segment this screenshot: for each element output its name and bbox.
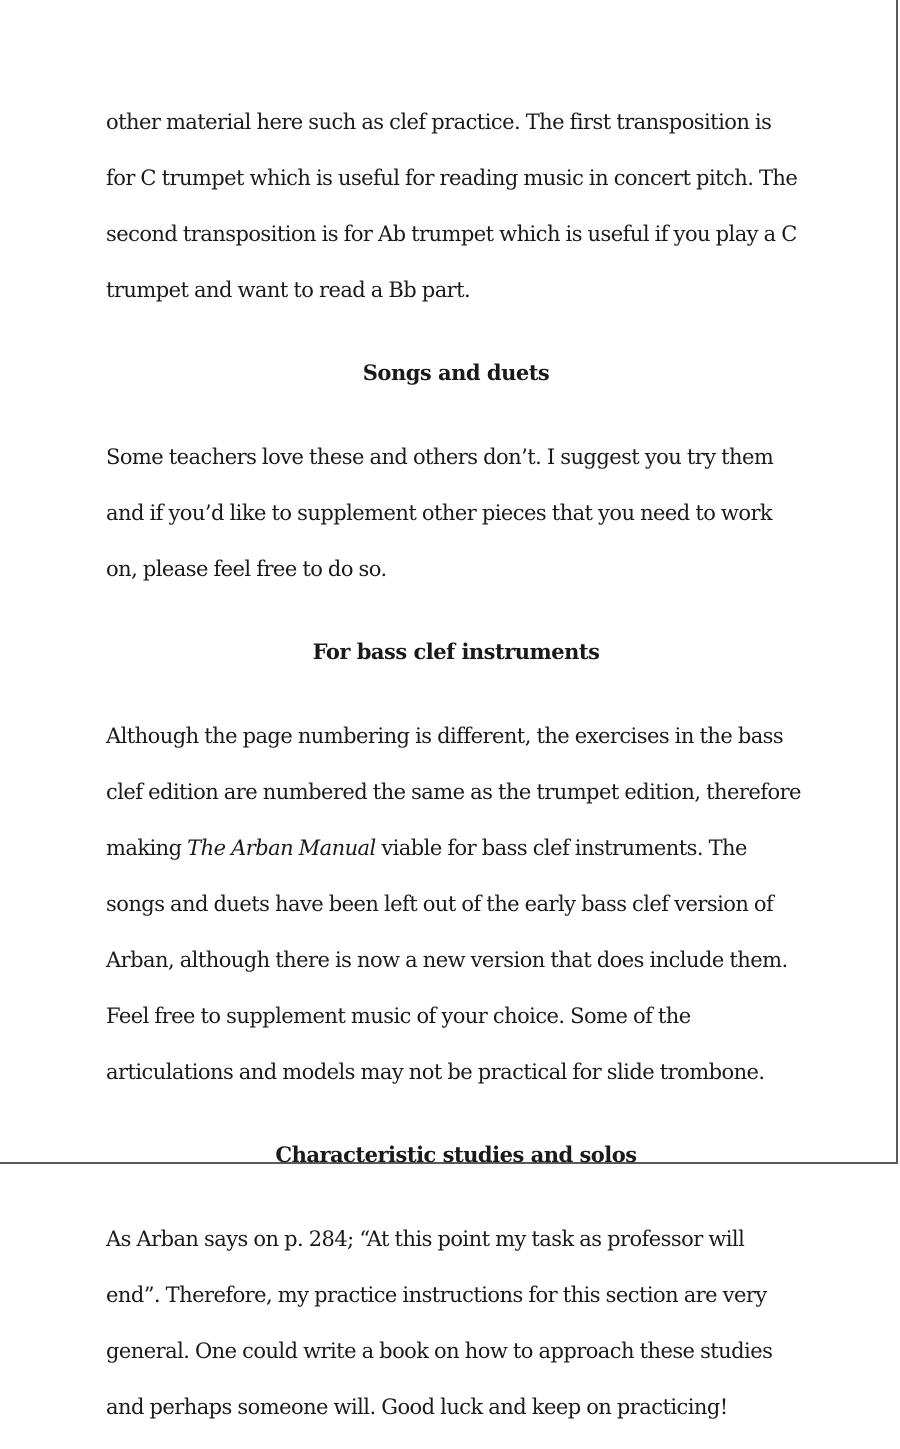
text-line: for C trumpet which is useful for reading music in concert pitch. The [106,166,798,190]
characteristic-studies-paragraph [106,1197,806,1449]
text-line: Although the page numbering is different, the exercises in the bass [106,724,784,748]
text-line: songs and duets have been left out of the early bass clef version of [106,892,774,916]
bass-clef-paragraph [106,694,806,1114]
text-line: general. One could write a book on how to approach these studies [106,1339,773,1363]
text-line: end”. Therefore, my practice instructions for this section are very [106,1283,767,1307]
text-line: articulations and models may not be practical for slide trombone. [106,1060,765,1084]
text-line: and perhaps someone will. Good luck and keep on practicing! [106,1395,728,1419]
text-line: Feel free to supplement music of your choice. Some of the [106,1004,691,1028]
text-segment: viable for bass clef instruments. The [375,836,747,860]
text-line: clef edition are numbered the same as the trumpet edition, therefore [106,780,801,804]
heading-bass-clef-instruments: For bass clef instruments [312,639,600,664]
heading-characteristic-studies: Characteristic studies and solos [275,1142,637,1167]
text-segment: making [106,836,188,860]
text-line [106,834,806,862]
page-content [106,80,806,1449]
text-line: As Arban says on p. 284; “At this point my task as professor will [106,1227,745,1251]
text-line: and if you’d like to supplement other pieces that you need to work [106,501,773,525]
book-title-italic: The Arban Manual [187,836,376,860]
text-line: Some teachers love these and others don’t. I suggest you try them [106,445,774,469]
heading-songs-and-duets: Songs and duets [362,360,550,385]
text-line: second transposition is for Ab trumpet which is useful if you play a C [106,222,797,246]
text-line: trumpet and want to read a Bb part. [106,278,471,302]
text-line: other material here such as clef practice. The first transposition is [106,110,772,134]
songs-and-duets-paragraph [106,415,806,611]
intro-paragraph [106,80,806,332]
text-line: Arban, although there is now a new version that does include them. [106,948,788,972]
text-line: on, please feel free to do so. [106,557,387,581]
